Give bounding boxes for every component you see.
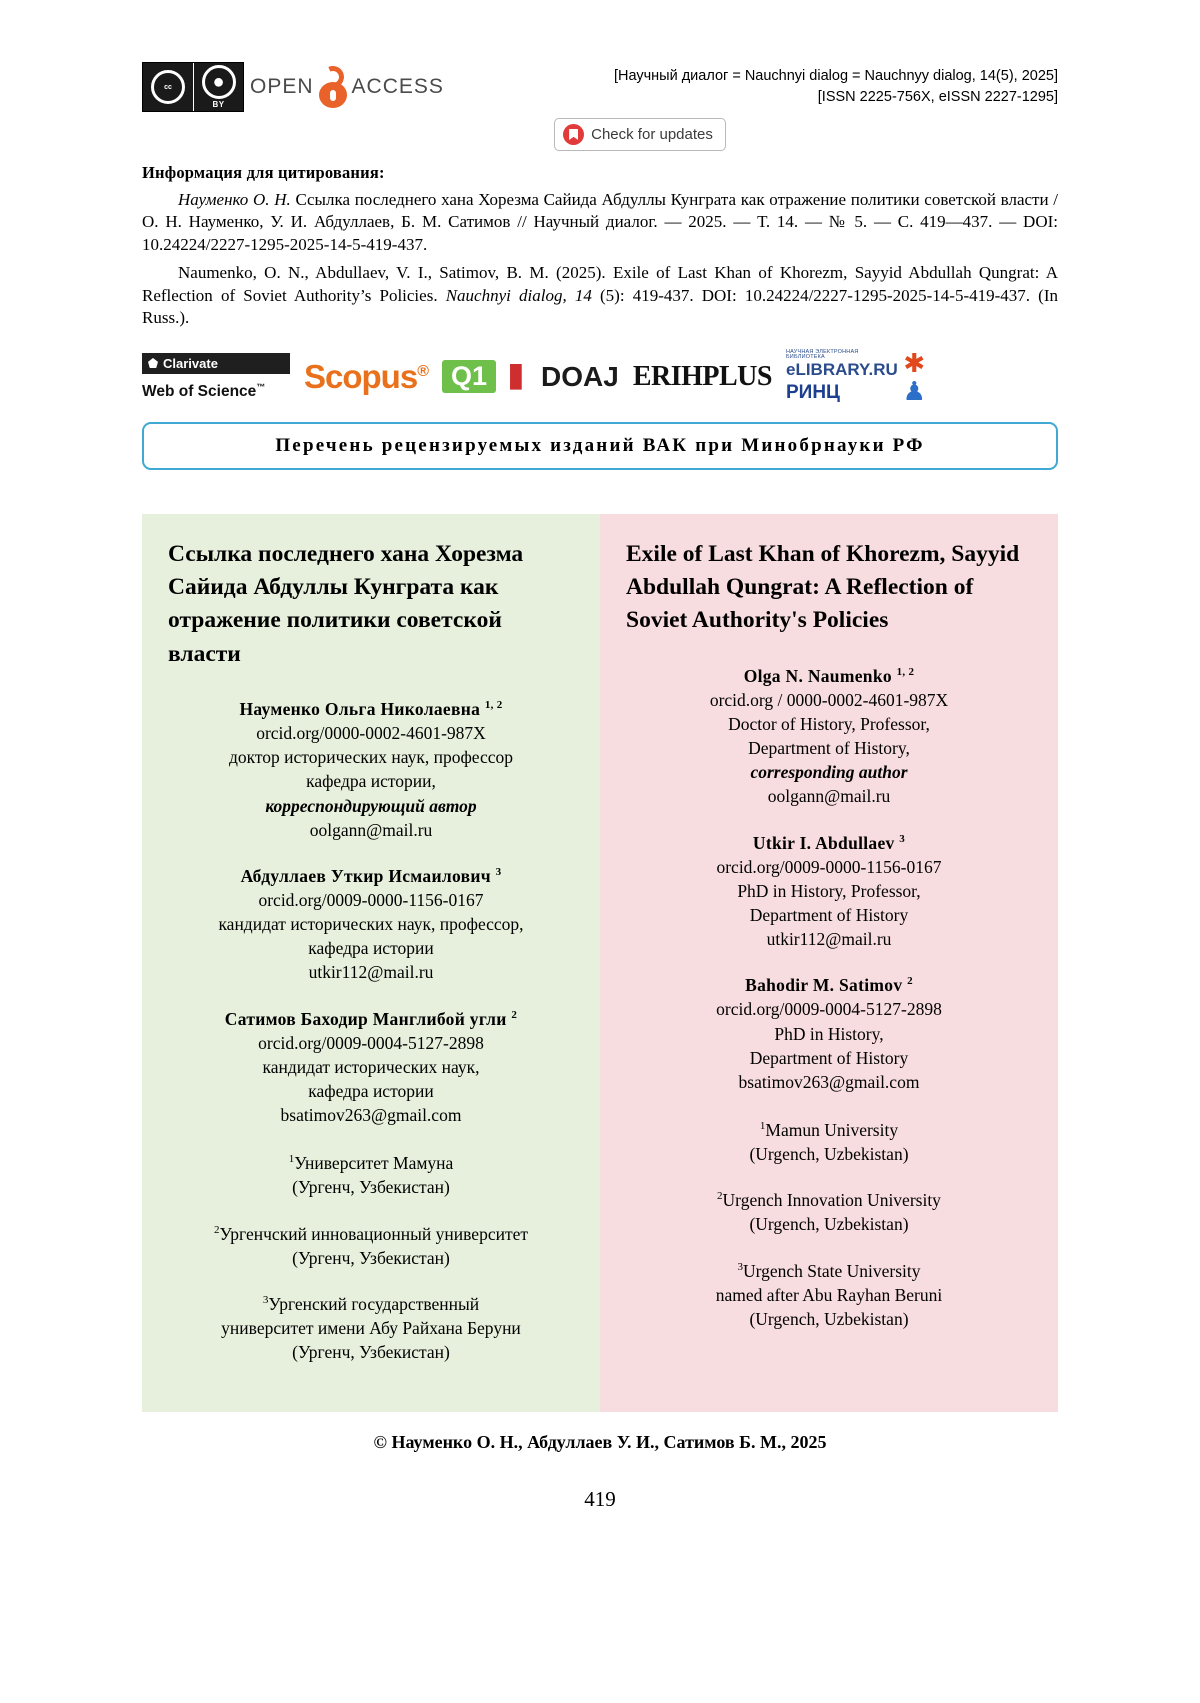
trademark-symbol: ™ bbox=[256, 381, 266, 392]
affiliation-city: (Ургенч, Узбекистан) bbox=[292, 1247, 450, 1268]
author-name-text: Bahodir M. Satimov bbox=[745, 975, 903, 996]
author-affil-marker: 1, 2 bbox=[484, 699, 503, 712]
page-number: 419 bbox=[584, 1487, 616, 1512]
authors-en bbox=[626, 664, 1032, 1094]
clarivate-mark-icon bbox=[148, 358, 158, 368]
crossmark-icon bbox=[563, 124, 584, 145]
author-email[interactable]: utkir112@mail.ru bbox=[766, 929, 892, 950]
affiliation-name: Университет Мамуна bbox=[294, 1153, 454, 1174]
affiliations-ru bbox=[168, 1151, 574, 1364]
author-affil-marker: 3 bbox=[899, 832, 906, 845]
affiliation-entry bbox=[168, 1292, 574, 1364]
author-role: corresponding author bbox=[750, 762, 908, 783]
author-name-text: Utkir I. Abdullaev bbox=[752, 832, 895, 853]
author-position-line: кафедра истории bbox=[308, 938, 434, 959]
indexing-logos bbox=[142, 344, 1058, 410]
journal-issue-line: [Научный диалог = Nauchnyi dialog = Nauchnyy dialog, 14(5), 2025] bbox=[613, 68, 1058, 84]
check-updates-wrap bbox=[222, 118, 1058, 151]
affiliation-city: (Urgench, Uzbekistan) bbox=[749, 1144, 909, 1165]
check-for-updates-button[interactable] bbox=[554, 118, 726, 151]
affiliation-entry bbox=[626, 1118, 1032, 1166]
author-orcid[interactable]: orcid.org/0000-0002-4601-987X bbox=[256, 723, 486, 744]
web-of-science-label: Web of Science bbox=[142, 382, 257, 400]
doaj-mark-icon bbox=[510, 364, 536, 390]
author-name bbox=[626, 664, 1032, 688]
cc-label: cc bbox=[164, 83, 172, 91]
affiliation-name: Urgench Innovation University bbox=[722, 1190, 941, 1211]
cc-by-label: BY bbox=[212, 100, 225, 109]
author-affil-marker: 2 bbox=[907, 975, 913, 988]
citation-en-part1: Naumenko, O. N., Abdullaev, V. I., Satimov, B. M. (2025). Exile of Last Khan of Khorezm, Sayyid Abdullah Qungrat: A Reflection of Soviet Authority’s Policies. bbox=[142, 263, 1058, 305]
author-position-line: Doctor of History, Professor, bbox=[728, 713, 930, 734]
affiliation-marker: 2 bbox=[213, 1223, 220, 1236]
registered-symbol: ® bbox=[417, 362, 428, 380]
author-entry bbox=[168, 697, 574, 842]
article-title-en: Exile of Last Khan of Khorezm, Sayyid Abdullah Qungrat: A Reflection of Soviet Authority's Policies bbox=[626, 540, 1020, 634]
author-position-line: доктор исторических наук, профессор bbox=[228, 747, 514, 768]
page-header bbox=[142, 62, 1058, 112]
bilingual-columns bbox=[142, 514, 1058, 1413]
author-orcid[interactable]: orcid.org/0009-0000-1156-0167 bbox=[258, 890, 484, 911]
affiliation-marker: 3 bbox=[262, 1294, 269, 1307]
english-column bbox=[600, 514, 1058, 1413]
affiliation-city: (Urgench, Uzbekistan) bbox=[749, 1308, 909, 1329]
author-affil-marker: 3 bbox=[495, 866, 502, 879]
russian-column bbox=[142, 514, 600, 1413]
affiliation-name: Urgench State University bbox=[742, 1260, 921, 1281]
affiliation-marker: 2 bbox=[717, 1190, 723, 1203]
affiliation-name-cont: университет имени Абу Райхана Беруни bbox=[221, 1318, 521, 1339]
affiliation-name: Mamun University bbox=[765, 1119, 899, 1140]
cc-by-icon: ● BY bbox=[193, 63, 243, 111]
scopus-label: Scopus bbox=[304, 357, 418, 395]
citation-ru-author: Науменко О. Н. bbox=[178, 190, 291, 209]
article-title-ru: Ссылка последнего хана Хорезма Сайида Абдуллы Кунграта как отражение политики советской власти bbox=[168, 540, 524, 667]
citation-english bbox=[142, 262, 1058, 329]
author-email[interactable]: bsatimov263@gmail.com bbox=[280, 1105, 462, 1126]
check-for-updates-label: Check for updates bbox=[591, 126, 713, 143]
author-position-line: кафедра истории bbox=[308, 1081, 434, 1102]
doaj-logo bbox=[510, 361, 619, 393]
erihplus-logo: ERIHPLUS bbox=[632, 360, 772, 392]
author-orcid[interactable]: orcid.org / 0000-0002-4601-987X bbox=[709, 689, 949, 710]
affiliation-name: Ургенчский инновационный университет bbox=[219, 1223, 529, 1244]
asterisk-icon: ✱ bbox=[903, 347, 926, 378]
citation-russian bbox=[142, 189, 1058, 256]
elibrary-sub-2: БИБЛИОТЕКА bbox=[785, 354, 825, 361]
affiliation-entry bbox=[168, 1222, 574, 1270]
affiliation-city: (Ургенч, Узбекистан) bbox=[292, 1342, 450, 1363]
affiliation-marker: 1 bbox=[759, 1120, 766, 1133]
creative-commons-badge bbox=[142, 62, 244, 112]
author-email[interactable]: bsatimov263@gmail.com bbox=[738, 1071, 920, 1092]
license-badges bbox=[142, 62, 444, 112]
author-orcid[interactable]: orcid.org/0009-0004-5127-2898 bbox=[716, 999, 942, 1020]
author-position-line: кандидат исторических наук, bbox=[262, 1056, 480, 1077]
journal-metadata bbox=[614, 62, 1058, 108]
affiliation-marker: 1 bbox=[288, 1153, 295, 1166]
citation-en-journal: Nauchnyi dialog, 14 bbox=[445, 285, 592, 305]
citation-ru-rest: Ссылка последнего хана Хорезма Сайида Абдуллы Кунграта как отражение политики советской власти / О. Н. Науменко, У. И. Абдуллаев, Б. М. Сатимов // Научный диалог. — 2025. — Т. 14. — № 5. — С. 419—437. — DOI: 10.24224/2227-1295-2025-14-5-419-437. bbox=[142, 190, 1058, 254]
author-orcid[interactable]: orcid.org/0009-0004-5127-2898 bbox=[258, 1032, 484, 1053]
quartile-badge: Q1 bbox=[442, 360, 496, 394]
affiliation-entry bbox=[626, 1259, 1032, 1331]
author-name-text: Науменко Ольга Николаевна bbox=[239, 699, 481, 720]
author-entry bbox=[168, 1007, 574, 1128]
affiliations-en bbox=[626, 1118, 1032, 1331]
vak-banner: Перечень рецензируемых изданий ВАК при Минобрнауки РФ bbox=[142, 422, 1058, 470]
journal-issn-line: [ISSN 2225-756X, eISSN 2227-1295] bbox=[817, 89, 1058, 106]
author-name-text: Абдуллаев Уткир Исмаилович bbox=[240, 865, 491, 886]
author-role: корреспондирующий автор bbox=[265, 795, 477, 816]
page-content bbox=[142, 62, 1058, 1512]
author-orcid[interactable]: orcid.org/0009-0000-1156-0167 bbox=[716, 856, 942, 877]
author-name bbox=[626, 831, 1032, 855]
open-access-label-1: OPEN bbox=[250, 75, 314, 98]
author-email[interactable]: utkir112@mail.ru bbox=[308, 962, 434, 983]
author-name-text: Сатимов Баходир Манглибой угли bbox=[224, 1008, 507, 1029]
open-access-badge bbox=[250, 62, 444, 112]
author-name bbox=[626, 973, 1032, 997]
citation-en-part2: (5): 419-437. DOI: 10.24224/2227-1295-2025-14-5-419-437. (In Russ.). bbox=[142, 285, 1058, 328]
author-position-line: кандидат исторических наук, профессор, bbox=[218, 914, 524, 935]
affiliation-entry bbox=[168, 1151, 574, 1199]
open-access-label-2: ACCESS bbox=[351, 75, 444, 98]
cc-logo-icon bbox=[143, 63, 193, 111]
elibrary-label: eLIBRARY.RU bbox=[785, 360, 898, 380]
author-position-line: PhD in History, bbox=[774, 1023, 884, 1044]
open-lock-icon bbox=[316, 66, 350, 108]
doaj-label: DOAJ bbox=[541, 360, 619, 392]
affiliation-city: (Ургенч, Узбекистан) bbox=[292, 1177, 450, 1198]
author-name bbox=[168, 1007, 574, 1031]
author-affil-marker: 2 bbox=[511, 1008, 518, 1021]
author-entry bbox=[626, 664, 1032, 809]
author-position-line: кафедра истории, bbox=[306, 771, 436, 792]
affiliation-marker: 3 bbox=[737, 1260, 743, 1273]
affiliation-name-cont: named after Abu Rayhan Beruni bbox=[715, 1284, 943, 1305]
author-position-line: Department of History bbox=[749, 904, 909, 925]
scopus-logo bbox=[304, 358, 428, 396]
rinc-label: РИНЦ bbox=[785, 382, 840, 403]
author-email[interactable]: oolgann@mail.ru bbox=[767, 786, 891, 807]
person-icon: ♟ bbox=[902, 375, 926, 406]
citation-heading: Информация для цитирования: bbox=[142, 163, 385, 182]
author-affil-marker: 1, 2 bbox=[896, 665, 915, 678]
author-position-line: Department of History bbox=[749, 1047, 909, 1068]
affiliation-city: (Urgench, Uzbekistan) bbox=[749, 1214, 909, 1235]
web-of-science-logo bbox=[142, 353, 290, 401]
author-entry bbox=[626, 973, 1032, 1094]
author-name bbox=[168, 864, 574, 888]
author-name bbox=[168, 697, 574, 721]
author-entry bbox=[168, 864, 574, 985]
author-entry bbox=[626, 831, 1032, 952]
author-email[interactable]: oolgann@mail.ru bbox=[309, 819, 433, 840]
affiliation-name: Ургенский государственный bbox=[268, 1293, 480, 1314]
author-position-line: PhD in History, Professor, bbox=[737, 880, 921, 901]
authors-ru bbox=[168, 697, 574, 1127]
author-name-text: Olga N. Naumenko bbox=[743, 665, 892, 686]
elibrary-sub-1: НАУЧНАЯ ЭЛЕКТРОННАЯ bbox=[785, 348, 859, 355]
affiliation-entry bbox=[626, 1188, 1032, 1236]
copyright-line: © Науменко О. Н., Абдуллаев У. И., Сатимов Б. М., 2025 bbox=[373, 1432, 827, 1453]
author-position-line: Department of History, bbox=[748, 738, 910, 759]
elibrary-logo bbox=[785, 347, 926, 406]
clarivate-label: Clarivate bbox=[163, 355, 218, 371]
